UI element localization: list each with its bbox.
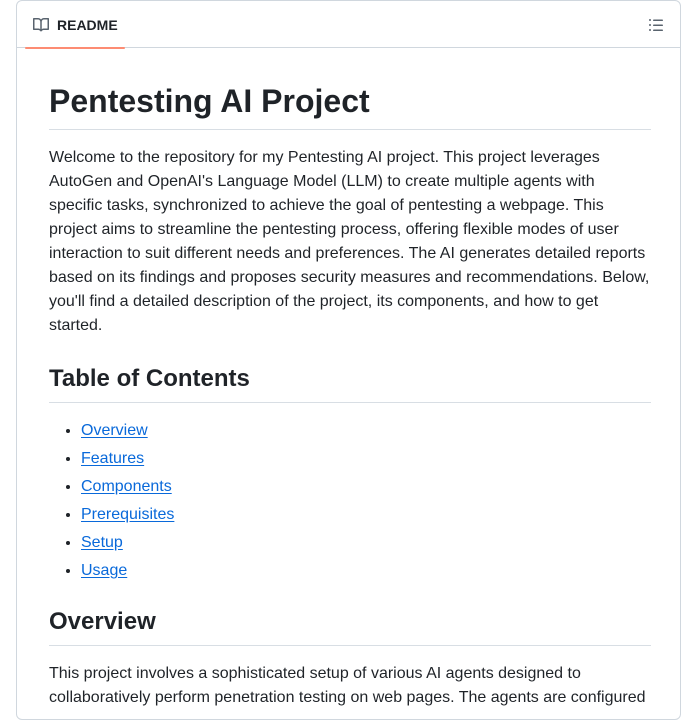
table-of-contents-button[interactable] (646, 15, 666, 35)
book-icon (33, 17, 49, 33)
readme-panel (16, 0, 681, 720)
readme-header (17, 1, 680, 48)
readme-tab[interactable] (25, 1, 125, 48)
overview-paragraph: This project involves a sophisticated setup of various AI agents designed to collaboratively perform penetration testing on web pages. The agents are configured (49, 665, 646, 706)
toc-link-features[interactable]: Features (81, 450, 145, 467)
toc-link-components[interactable]: Components (81, 478, 172, 495)
toc-list (49, 417, 651, 585)
readme-content (49, 48, 651, 710)
toc-heading: Table of Contents (49, 364, 651, 403)
toc-link-setup[interactable]: Setup (81, 534, 123, 551)
toc-item (81, 557, 651, 585)
toc-item (81, 473, 651, 501)
toc-item (81, 417, 651, 445)
list-unordered-icon (648, 17, 664, 33)
toc-item (81, 445, 651, 473)
toc-link-overview[interactable]: Overview (81, 422, 148, 439)
toc-link-usage[interactable]: Usage (81, 562, 128, 579)
readme-title: Pentesting AI Project (49, 83, 651, 130)
toc-item (81, 501, 651, 529)
toc-item (81, 529, 651, 557)
readme-tab-label: README (57, 16, 118, 33)
toc-link-prerequisites[interactable]: Prerequisites (81, 506, 175, 523)
intro-paragraph: Welcome to the repository for my Pentesting AI project. This project leverages AutoGen and OpenAI's Language Model (LLM) to create multiple agents with specific tasks, synchronized to achieve the goal of pentesting a webpage. This project aims to streamline the pentesting process, offering flexible modes of user interaction to suit different needs and preferences. The AI generates detailed reports based on its findings and proposes security measures and recommendations. Below, you'll find a detailed description of the project, its components, and how to get started. (49, 149, 650, 334)
overview-heading: Overview (49, 607, 651, 646)
